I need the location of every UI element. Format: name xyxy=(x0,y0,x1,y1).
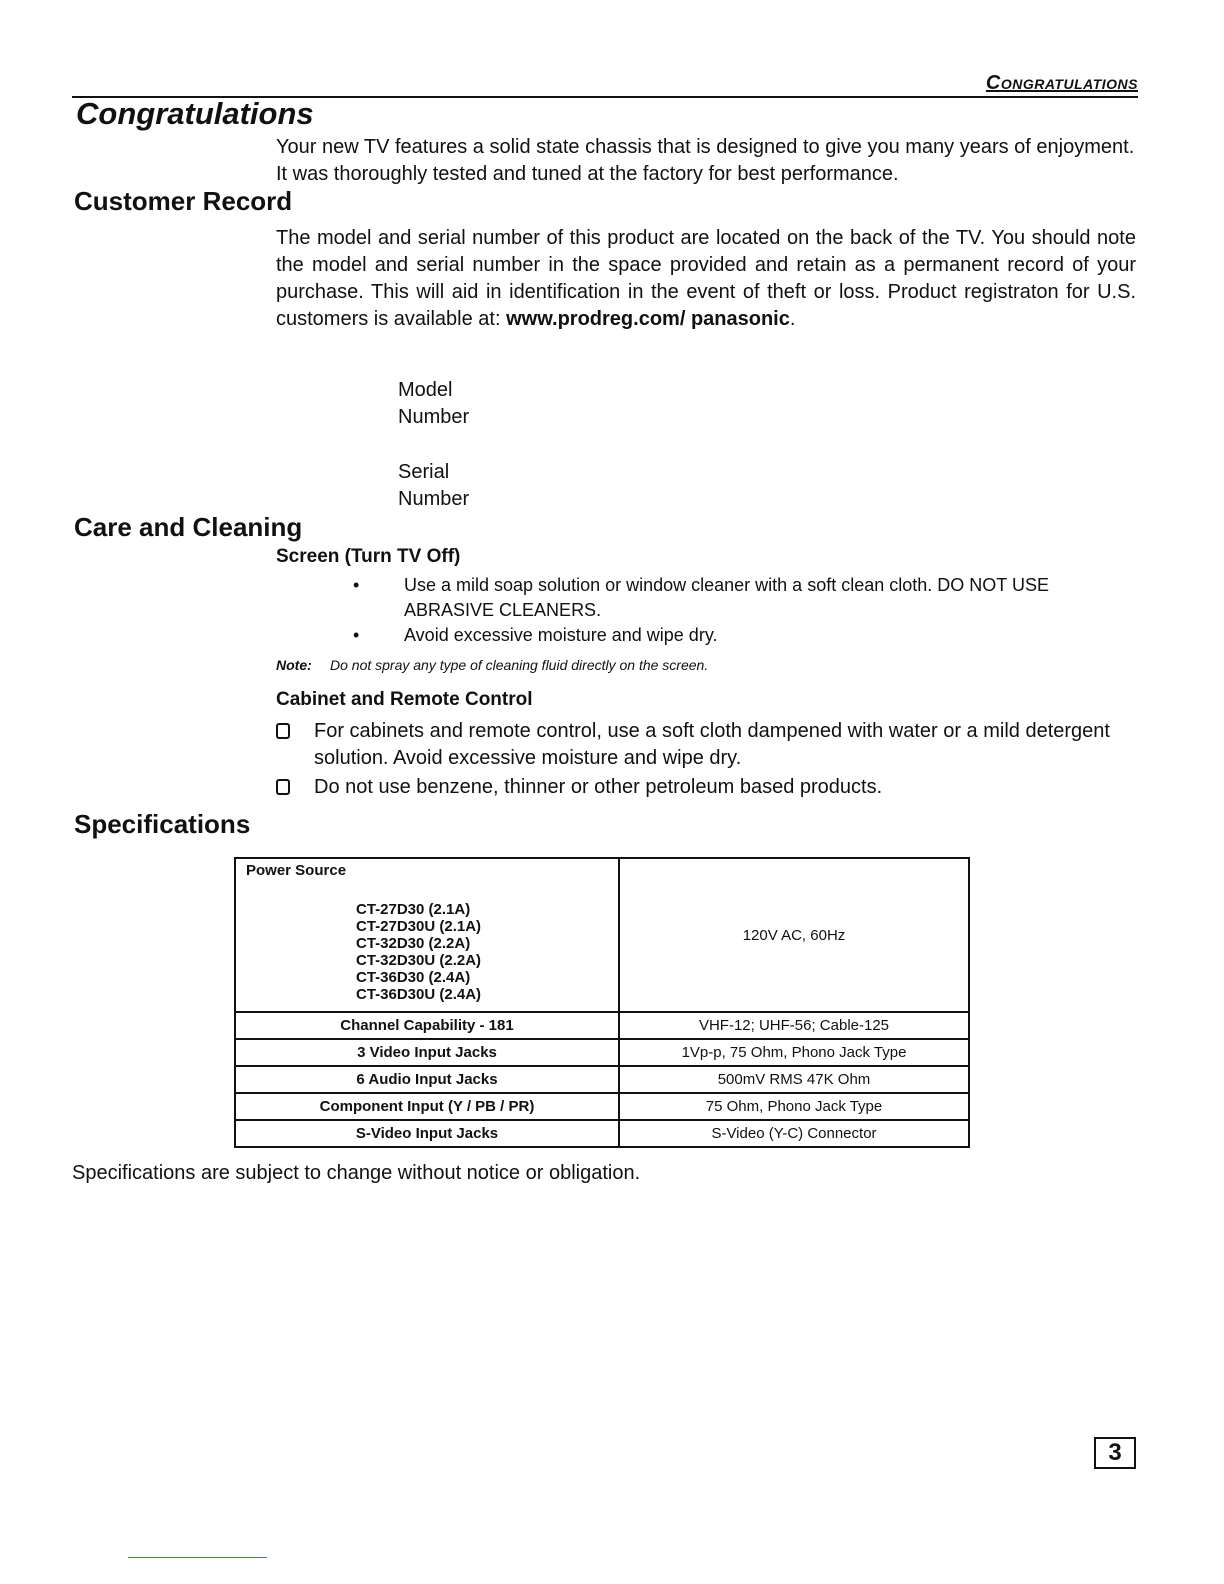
cabinet-item-text: For cabinets and remote control, use a soft cloth dampened with water or a mild detergent solution. Avoid excessive moisture and wipe dry. xyxy=(314,720,1110,769)
spec-label: S-Video Input Jacks xyxy=(235,1120,619,1147)
serial-label-line-2: Number xyxy=(398,488,470,510)
running-head: Congratulations xyxy=(985,72,1138,94)
power-model: CT-27D30U (2.1A) xyxy=(356,918,482,935)
table-row xyxy=(235,1039,969,1066)
screen-bullet xyxy=(353,623,1136,648)
bullet-dot: • xyxy=(353,575,360,595)
specifications-footer: Specifications are subject to change without notice or obligation. xyxy=(72,1162,641,1184)
power-model: CT-36D30 (2.4A) xyxy=(356,969,471,986)
cabinet-item xyxy=(276,774,1136,801)
power-value: 120V AC, 60Hz xyxy=(619,858,969,1012)
congratulations-title: Congratulations xyxy=(76,96,314,131)
power-source-label: Power Source xyxy=(246,862,347,879)
bottom-rule xyxy=(128,1557,267,1558)
cabinet-item xyxy=(276,718,1136,772)
spec-label: 6 Audio Input Jacks xyxy=(235,1066,619,1093)
screen-bullet-text: Use a mild soap solution or window cleaner with a soft clean cloth. DO NOT USE ABRASIVE CLEANERS. xyxy=(404,575,1049,620)
note xyxy=(276,657,708,673)
power-model: CT-32D30U (2.2A) xyxy=(356,952,482,969)
registration-link[interactable]: www.prodreg.com/ panasonic xyxy=(506,308,790,330)
spec-value: 1Vp-p, 75 Ohm, Phono Jack Type xyxy=(619,1039,969,1066)
spec-label: Channel Capability - 181 xyxy=(235,1012,619,1039)
screen-bullet-text: Avoid excessive moisture and wipe dry. xyxy=(404,625,718,645)
serial-label-line-1: Serial xyxy=(398,461,450,483)
page-number: 3 xyxy=(1094,1437,1136,1469)
model-label-line-2: Number xyxy=(398,406,470,428)
cabinet-item-text: Do not use benzene, thinner or other petroleum based products. xyxy=(314,776,883,798)
note-text: Do not spray any type of cleaning fluid directly on the screen. xyxy=(330,657,709,673)
note-label: Note: xyxy=(276,657,312,673)
link-suffix: . xyxy=(789,308,796,330)
checkbox-icon xyxy=(276,779,290,795)
customer-record-text: The model and serial number of this product are located on the back of the TV. You should note the model and serial number in the space provided and retain as a permanent record of your purchase. This will aid in identification in the event of theft or loss. Product registraton for U.S. customers is available at: xyxy=(276,227,1136,330)
table-row xyxy=(235,1012,969,1039)
spec-value: S-Video (Y-C) Connector xyxy=(619,1120,969,1147)
congratulations-body: Your new TV features a solid state chassis that is designed to give you many years of enjoyment. It was thoroughly tested and tuned at the factory for best performance. xyxy=(276,136,1135,185)
spec-value: VHF-12; UHF-56; Cable-125 xyxy=(619,1012,969,1039)
power-model: CT-27D30 (2.1A) xyxy=(356,901,471,918)
table-row xyxy=(235,1066,969,1093)
cabinet-heading: Cabinet and Remote Control xyxy=(276,689,533,710)
specifications-table xyxy=(234,857,970,1148)
specifications-title: Specifications xyxy=(74,809,251,839)
serial-number-label xyxy=(398,459,469,513)
model-number-label xyxy=(398,377,469,431)
power-model: CT-32D30 (2.2A) xyxy=(356,935,471,952)
table-row xyxy=(235,1093,969,1120)
customer-record-title: Customer Record xyxy=(74,186,293,216)
table-row xyxy=(235,1120,969,1147)
model-label-line-1: Model xyxy=(398,379,453,401)
power-models xyxy=(236,879,618,1003)
screen-bullet xyxy=(353,573,1136,623)
spec-label: Component Input (Y / PB / PR) xyxy=(235,1093,619,1120)
screen-heading: Screen (Turn TV Off) xyxy=(276,546,461,567)
power-source-cell xyxy=(235,858,619,1012)
customer-record-body xyxy=(276,225,1136,333)
table-row xyxy=(235,858,969,1012)
checkbox-icon xyxy=(276,723,290,739)
care-cleaning-title: Care and Cleaning xyxy=(74,512,303,542)
power-model: CT-36D30U (2.4A) xyxy=(356,986,482,1003)
spec-label: 3 Video Input Jacks xyxy=(235,1039,619,1066)
spec-value: 500mV RMS 47K Ohm xyxy=(619,1066,969,1093)
bullet-dot: • xyxy=(353,625,360,645)
spec-value: 75 Ohm, Phono Jack Type xyxy=(619,1093,969,1120)
